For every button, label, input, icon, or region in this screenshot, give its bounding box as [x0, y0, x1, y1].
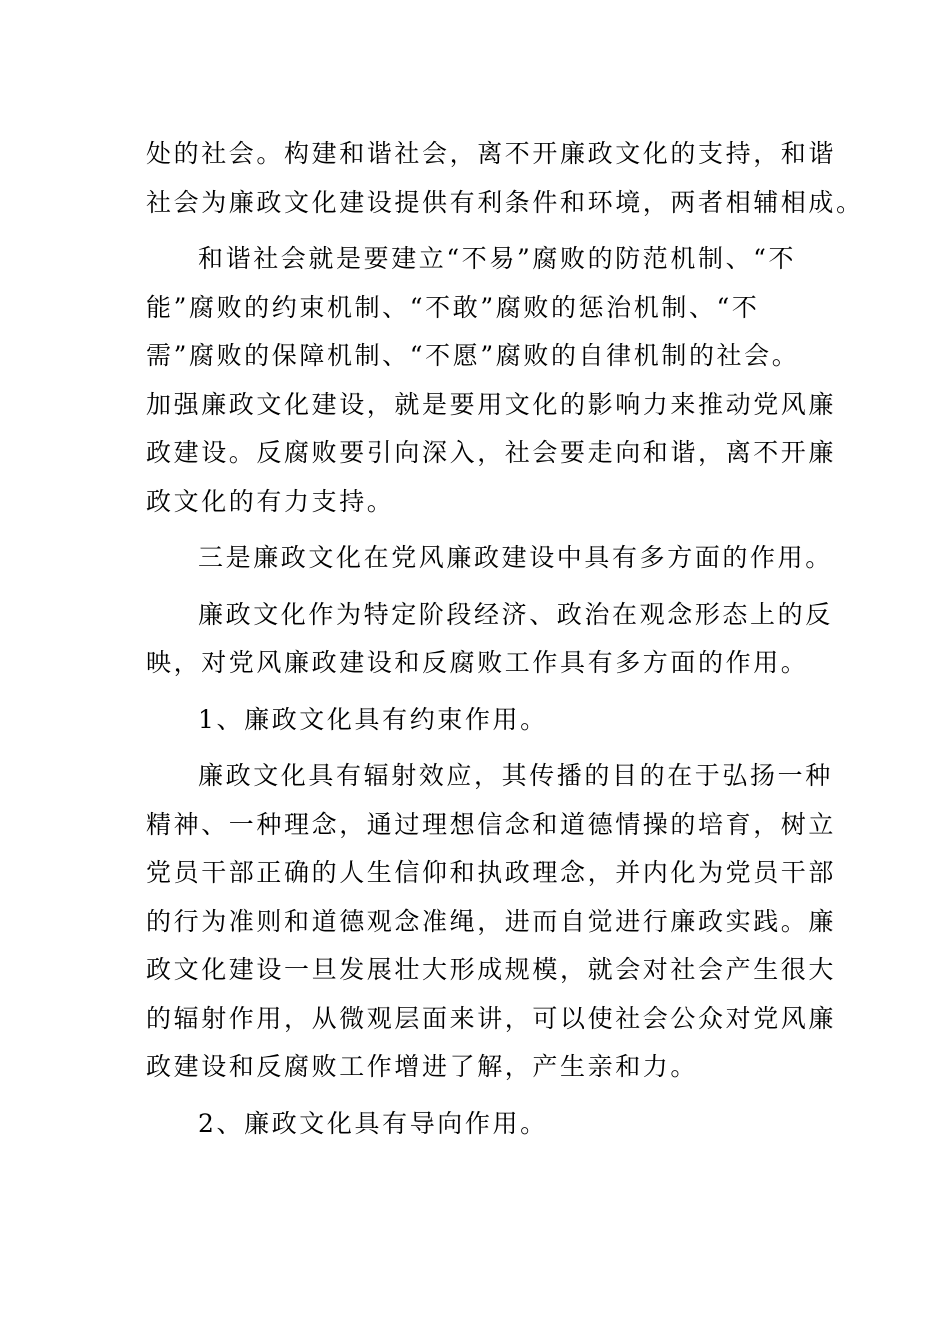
text-line: 三是廉政文化在党风廉政建设中具有多方面的作用。	[198, 543, 833, 572]
text-line: 加强廉政文化建设，就是要用文化的影响力来推动党风廉	[146, 389, 837, 419]
document-body	[146, 130, 864, 1148]
paragraph	[146, 235, 837, 526]
text-line: 1、廉政文化具有约束作用。	[198, 704, 548, 734]
text-line: 廉政文化具有辐射效应，其传播的目的在于弘扬一种	[198, 761, 833, 790]
text-line: 精神、一种理念，通过理想信念和道德情操的培育，树立	[146, 809, 837, 839]
paragraph	[146, 591, 833, 688]
text-line: 的辐射作用，从微观层面来讲，可以使社会公众对党风廉	[146, 1003, 837, 1033]
text-line: 政建设和反腐败工作增进了解，产生亲和力。	[146, 1052, 699, 1081]
paragraph	[146, 752, 837, 1092]
section-heading	[146, 534, 833, 583]
text-line: 需”腐败的保障机制、“不愿”腐败的自律机制的社会。	[146, 341, 800, 370]
text-line: 处的社会。构建和谐社会，离不开廉政文化的支持，和谐	[146, 139, 837, 168]
subheading	[146, 1100, 796, 1149]
text-line: 2、廉政文化具有导向作用。	[198, 1108, 548, 1138]
text-line: 政文化建设一旦发展壮大形成规模，就会对社会产生很大	[146, 955, 837, 984]
text-line: 映，对党风廉政建设和反腐败工作具有多方面的作用。	[146, 648, 809, 677]
text-line: 的行为准则和道德观念准绳，进而自觉进行廉政实践。廉	[146, 906, 837, 936]
subheading	[146, 696, 796, 745]
text-line: 廉政文化作为特定阶段经济、政治在观念形态上的反	[198, 599, 833, 629]
text-line: 党员干部正确的人生信仰和执政理念，并内化为党员干部	[146, 858, 837, 887]
text-line: 社会为廉政文化建设提供有利条件和环境，两者相辅相成。	[146, 187, 864, 217]
paragraph	[146, 130, 864, 227]
text-line: 政建设。反腐败要引向深入，社会要走向和谐，离不开廉	[146, 438, 837, 467]
text-line: 能”腐败的约束机制、“不敢”腐败的惩治机制、“不	[146, 292, 760, 322]
text-line: 政文化的有力支持。	[146, 486, 395, 516]
text-line: 和谐社会就是要建立“不易”腐败的防范机制、“不	[198, 244, 797, 273]
